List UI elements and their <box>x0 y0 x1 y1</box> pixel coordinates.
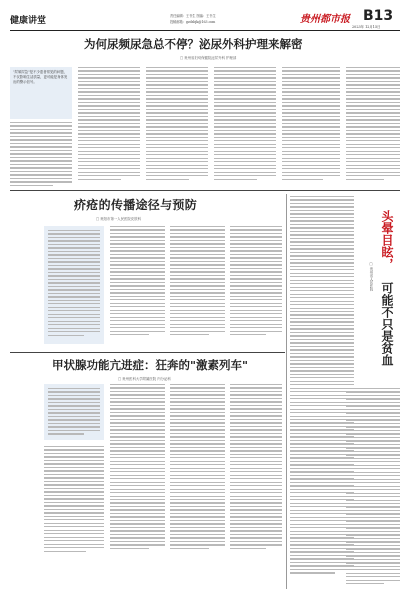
email-line: 投稿邮箱：gzdsbjk@163.com <box>170 20 216 24</box>
article1-bottom-rule <box>10 190 400 191</box>
article4-col2 <box>346 388 400 587</box>
article4-headline-red: 头晕目眩， <box>380 210 394 270</box>
article2-headline: 疥疮的传播途径与预防 <box>74 198 198 212</box>
page-number: B13 <box>363 8 394 24</box>
article3-sidebar-text <box>48 388 100 437</box>
article1-lead: "尿频尿急"是不少患者常见的问题，不仅影响生活质量，更可能是身体发出的警示信号。 <box>13 70 68 84</box>
article4-headline-black: 可能不只是贫血 <box>380 282 394 366</box>
article2-col2 <box>110 226 165 338</box>
article3-col2 <box>110 384 165 551</box>
article4-col1 <box>290 196 354 576</box>
article1-headline: 为何尿频尿急总不停？泌尿外科护理来解密 <box>84 37 303 51</box>
article2-byline: □ 贵阳市第一人民医院皮肤科 <box>96 217 141 221</box>
article1-col2 <box>78 67 140 182</box>
masthead: 贵州都市报 <box>300 14 350 25</box>
article1-col6 <box>346 67 400 182</box>
article1-col5 <box>282 67 340 182</box>
article2-col3 <box>170 226 225 338</box>
article1-col4 <box>214 67 276 182</box>
article3-headline: 甲状腺功能亢进症：狂奔的"激素列车" <box>52 358 248 372</box>
article1-byline: □ 贵州省妇幼保健院泌尿外科 护理部 <box>180 56 237 60</box>
header-rule <box>10 30 400 31</box>
article1-lead-box <box>10 67 72 119</box>
article3-col1 <box>44 446 104 554</box>
issue-date: 2023年 12月15日 <box>352 25 381 29</box>
article1-col1 <box>10 122 72 188</box>
article3-col3 <box>170 384 225 551</box>
editor-line: 责任编辑：王书生 图编：王书生 <box>170 14 216 18</box>
article2-bottom-rule <box>10 352 285 353</box>
article4-divider <box>286 194 287 589</box>
article4-byline: □ 贵州省人民医院 <box>369 262 373 291</box>
article3-byline: □ 贵州医科大学附属医院 内分泌科 <box>118 377 171 381</box>
article2-sidebar-text <box>48 230 100 338</box>
article1-col3 <box>146 67 208 182</box>
section-title: 健康讲堂 <box>10 16 47 26</box>
article2-col4 <box>230 226 282 338</box>
article3-col4 <box>230 384 282 551</box>
